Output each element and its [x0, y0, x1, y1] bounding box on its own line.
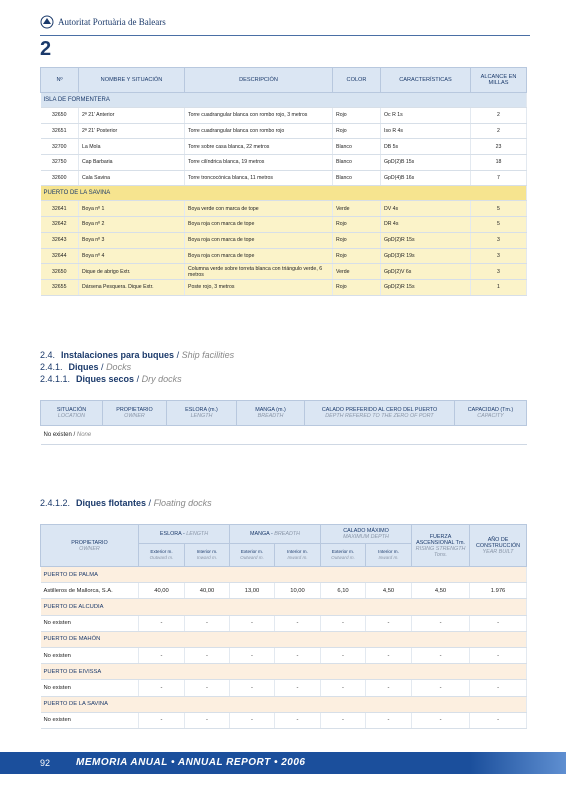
- table-cell: Torre cuadrangular blanca con rombo rojo, 3 metros: [185, 108, 333, 124]
- header-cell: COLOR: [333, 68, 381, 93]
- table-cell: DR 4s: [381, 217, 471, 233]
- heading-number: 2.4.: [40, 350, 56, 360]
- table-cell: -: [275, 680, 321, 696]
- section-row: [41, 567, 527, 583]
- table-cell: No existen: [41, 647, 139, 663]
- table-cell: -: [139, 647, 185, 663]
- table-cell: Cala Savina: [79, 170, 185, 186]
- table-cell: -: [321, 647, 366, 663]
- table-cell: 2: [471, 123, 527, 139]
- table-cell: -: [139, 680, 185, 696]
- header-cell: FUERZA ASCENSIONAL Tm. RISING STRENGTH Tons.: [412, 525, 470, 567]
- section-row: [41, 599, 527, 615]
- header-cell: MANGA - BREADTH: [230, 525, 321, 544]
- table-row: [41, 232, 527, 248]
- table-cell: Boya roja con marca de tope: [185, 248, 333, 264]
- heading-dry-docks: 2.4.1.1. Diques secos / Dry docks: [40, 374, 182, 384]
- table-cell: Verde: [333, 201, 381, 217]
- table-cell: GpD(4)B 16s: [381, 170, 471, 186]
- table-row: [41, 583, 527, 599]
- section-row: [41, 93, 527, 108]
- table-cell: GpD(2)R 15s: [381, 232, 471, 248]
- table-cell: -: [275, 615, 321, 631]
- table-cell: -: [470, 680, 527, 696]
- heading-translation: Dry docks: [141, 374, 182, 384]
- table-cell: Columna verde sobre torreta blanca con triángulo verde, 6 metros: [185, 264, 333, 280]
- header-cell: ESLORA - LENGTH: [139, 525, 230, 544]
- table-cell: -: [412, 647, 470, 663]
- table-row: [41, 139, 527, 155]
- table-cell: -: [230, 647, 275, 663]
- header-cell: ESLORA (m.) LENGTH: [167, 401, 237, 426]
- table-cell: -: [139, 712, 185, 728]
- table-cell: No existen: [41, 615, 139, 631]
- table-cell: 32650: [41, 108, 79, 124]
- header-cell: SITUACIÓN LOCATION: [41, 401, 103, 426]
- table-cell: 23: [471, 139, 527, 155]
- table-cell: -: [185, 647, 230, 663]
- table-cell: GpD(2)B 15s: [381, 155, 471, 171]
- table-cell: DB 5s: [381, 139, 471, 155]
- table-row: [41, 426, 527, 445]
- section-row: [41, 186, 527, 201]
- table-cell: Torre cuadrangular blanca con rombo rojo: [185, 123, 333, 139]
- table-cell: La Mola: [79, 139, 185, 155]
- table-cell: Poste rojo, 3 metros: [185, 279, 333, 295]
- header-cell: Exterior m. Outward m.: [321, 544, 366, 567]
- table-cell: -: [412, 712, 470, 728]
- table-cell: 2: [471, 108, 527, 124]
- table-cell: 6,10: [321, 583, 366, 599]
- header-cell: CALADO MÁXIMO MAXIMUM DEPTH: [321, 525, 412, 544]
- page-footer: [0, 752, 566, 774]
- header-cell: Interior m. Inward m.: [366, 544, 412, 567]
- table-cell: GpD(2)V 6s: [381, 264, 471, 280]
- page-header: [40, 13, 530, 36]
- table-cell: Verde: [333, 264, 381, 280]
- dry-docks-header: [41, 401, 527, 426]
- section-title: PUERTO DE EIVISSA: [41, 664, 527, 680]
- heading-text: Diques: [68, 362, 99, 372]
- table-cell: 13,00: [230, 583, 275, 599]
- port-authority-logo: [40, 15, 54, 29]
- table-cell: -: [185, 680, 230, 696]
- section-title: PUERTO DE LA SAVINA: [41, 186, 527, 201]
- table-cell: Rojo: [333, 123, 381, 139]
- lights-table-header: [41, 68, 527, 93]
- heading-translation: Ship facilities: [181, 350, 235, 360]
- table-cell: 40,00: [185, 583, 230, 599]
- table-cell: -: [366, 615, 412, 631]
- footer-title: MEMORIA ANUAL • ANNUAL REPORT • 2006: [76, 757, 306, 768]
- table-cell: -: [321, 712, 366, 728]
- table-cell: -: [275, 647, 321, 663]
- table-cell: -: [230, 615, 275, 631]
- table-row: [41, 170, 527, 186]
- header-cell: PROPIETARIO OWNER: [103, 401, 167, 426]
- section-title: PUERTO DE LA SAVINA: [41, 696, 527, 712]
- table-cell: -: [470, 615, 527, 631]
- table-row: [41, 647, 527, 663]
- table-cell: Cap Barbaria: [79, 155, 185, 171]
- table-cell: 4,50: [366, 583, 412, 599]
- table-cell: -: [230, 712, 275, 728]
- table-cell: No existen: [41, 712, 139, 728]
- lights-table: [40, 67, 527, 296]
- header-cell: CAPACIDAD (Tm.) CAPACITY: [455, 401, 527, 426]
- table-cell: 32600: [41, 170, 79, 186]
- header-cell: CALADO PREFERIDO AL CERO DEL PUERTO DEPTH REFERED TO THE ZERO OF PORT: [305, 401, 455, 426]
- table-cell: Blanco: [333, 139, 381, 155]
- table-cell: -: [321, 680, 366, 696]
- table-row: [41, 680, 527, 696]
- table-cell: Rojo: [333, 217, 381, 233]
- table-cell: 32655: [41, 279, 79, 295]
- table-row: [41, 217, 527, 233]
- table-row: [41, 108, 527, 124]
- table-cell: -: [366, 680, 412, 696]
- section-row: [41, 696, 527, 712]
- table-cell: No existen / None: [41, 426, 527, 445]
- chapter-number: 2: [40, 38, 52, 60]
- table-cell: GpD(2)R 15s: [381, 279, 471, 295]
- table-cell: 32644: [41, 248, 79, 264]
- table-cell: -: [185, 615, 230, 631]
- table-cell: 32700: [41, 139, 79, 155]
- table-cell: 32651: [41, 123, 79, 139]
- table-cell: 32642: [41, 217, 79, 233]
- table-cell: Iso R 4s: [381, 123, 471, 139]
- table-cell: DV 4s: [381, 201, 471, 217]
- table-cell: -: [412, 615, 470, 631]
- heading-floating-docks: 2.4.1.2. Diques flotantes / Floating docks: [40, 498, 212, 508]
- table-cell: 40,00: [139, 583, 185, 599]
- header-title: Autoritat Portuària de Balears: [58, 17, 166, 27]
- header-cell: PROPIETARIO OWNER: [41, 525, 139, 567]
- section-title: PUERTO DE ALCUDIA: [41, 599, 527, 615]
- table-row: [41, 264, 527, 280]
- table-cell: Boya nº 1: [79, 201, 185, 217]
- table-cell: Boya nº 4: [79, 248, 185, 264]
- heading-number: 2.4.1.1.: [40, 374, 71, 384]
- header-cell: Interior m. Inward m.: [275, 544, 321, 567]
- table-cell: -: [366, 647, 412, 663]
- table-cell: 5: [471, 201, 527, 217]
- section-title: ISLA DE FORMENTERA: [41, 93, 527, 108]
- page-number: 92: [40, 758, 51, 768]
- header-cell: Nº: [41, 68, 79, 93]
- header-cell: AÑO DE CONSTRUCCIÓN YEAR BUILT: [470, 525, 527, 567]
- table-cell: Boya roja con marca de tope: [185, 217, 333, 233]
- table-cell: 32650: [41, 264, 79, 280]
- table-cell: 4,50: [412, 583, 470, 599]
- heading-docks: 2.4.1. Diques / Docks: [40, 362, 132, 372]
- table-cell: 2ª 21' Posterior: [79, 123, 185, 139]
- table-cell: Blanco: [333, 155, 381, 171]
- table-cell: Rojo: [333, 248, 381, 264]
- section-row: [41, 664, 527, 680]
- table-cell: Rojo: [333, 232, 381, 248]
- table-cell: 1.976: [470, 583, 527, 599]
- header-cell: DESCRIPCIÓN: [185, 68, 333, 93]
- table-cell: 2ª 21' Anterior: [79, 108, 185, 124]
- header-cell: ALCANCE EN MILLAS: [471, 68, 527, 93]
- table-cell: -: [470, 647, 527, 663]
- table-cell: Dársena Pesquera. Dique Extr.: [79, 279, 185, 295]
- table-cell: 7: [471, 170, 527, 186]
- table-cell: -: [412, 680, 470, 696]
- table-cell: Boya nº 2: [79, 217, 185, 233]
- table-cell: -: [321, 615, 366, 631]
- header-cell: Exterior m. Outward m.: [139, 544, 185, 567]
- table-cell: Oc R 1s: [381, 108, 471, 124]
- table-cell: 3: [471, 264, 527, 280]
- table-row: [41, 248, 527, 264]
- footer-decoration: [470, 752, 566, 774]
- table-cell: Boya nº 3: [79, 232, 185, 248]
- heading-ship-facilities: 2.4. Instalaciones para buques / Ship facilities: [40, 350, 235, 360]
- table-cell: Torre cilíndrica blanca, 19 metros: [185, 155, 333, 171]
- table-cell: GpD(3)R 19s: [381, 248, 471, 264]
- table-row: [41, 712, 527, 728]
- table-cell: 32643: [41, 232, 79, 248]
- heading-translation: Docks: [106, 362, 132, 372]
- table-cell: 3: [471, 232, 527, 248]
- table-cell: -: [185, 712, 230, 728]
- floating-docks-table: [40, 524, 527, 729]
- floating-docks-header: [41, 525, 527, 544]
- heading-text: Instalaciones para buques: [61, 350, 175, 360]
- section-title: PUERTO DE MAHÓN: [41, 631, 527, 647]
- table-cell: 18: [471, 155, 527, 171]
- table-cell: Rojo: [333, 108, 381, 124]
- table-row: [41, 201, 527, 217]
- table-row: [41, 123, 527, 139]
- table-cell: Blanco: [333, 170, 381, 186]
- table-cell: Boya verde con marca de tope: [185, 201, 333, 217]
- dry-docks-table: [40, 400, 527, 445]
- table-cell: 3: [471, 248, 527, 264]
- table-cell: No existen: [41, 680, 139, 696]
- header-cell: Exterior m. Outward m.: [230, 544, 275, 567]
- table-cell: Boya roja con marca de tope: [185, 232, 333, 248]
- table-row: [41, 155, 527, 171]
- table-cell: Astilleros de Mallorca, S.A.: [41, 583, 139, 599]
- table-cell: Dique de abrigo Extr.: [79, 264, 185, 280]
- header-cell: MANGA (m.) BREADTH: [237, 401, 305, 426]
- table-cell: -: [366, 712, 412, 728]
- table-cell: Torre troncocónica blanca, 11 metros: [185, 170, 333, 186]
- section-title: PUERTO DE PALMA: [41, 567, 527, 583]
- table-row: [41, 615, 527, 631]
- table-row: [41, 279, 527, 295]
- table-cell: -: [230, 680, 275, 696]
- table-cell: 32641: [41, 201, 79, 217]
- heading-number: 2.4.1.2.: [40, 498, 71, 508]
- heading-text: Diques secos: [76, 374, 135, 384]
- table-cell: 32750: [41, 155, 79, 171]
- header-cell: Interior m. Inward m.: [185, 544, 230, 567]
- header-cell: CARACTERÍSTICAS: [381, 68, 471, 93]
- table-cell: -: [470, 712, 527, 728]
- header-cell: NOMBRE Y SITUACIÓN: [79, 68, 185, 93]
- heading-text: Diques flotantes: [76, 498, 147, 508]
- table-cell: Torre sobre casa blanca, 22 metros: [185, 139, 333, 155]
- table-cell: -: [139, 615, 185, 631]
- section-row: [41, 631, 527, 647]
- table-cell: 1: [471, 279, 527, 295]
- table-cell: -: [275, 712, 321, 728]
- table-cell: 5: [471, 217, 527, 233]
- heading-number: 2.4.1.: [40, 362, 63, 372]
- table-cell: 10,00: [275, 583, 321, 599]
- table-cell: Rojo: [333, 279, 381, 295]
- heading-translation: Floating docks: [153, 498, 212, 508]
